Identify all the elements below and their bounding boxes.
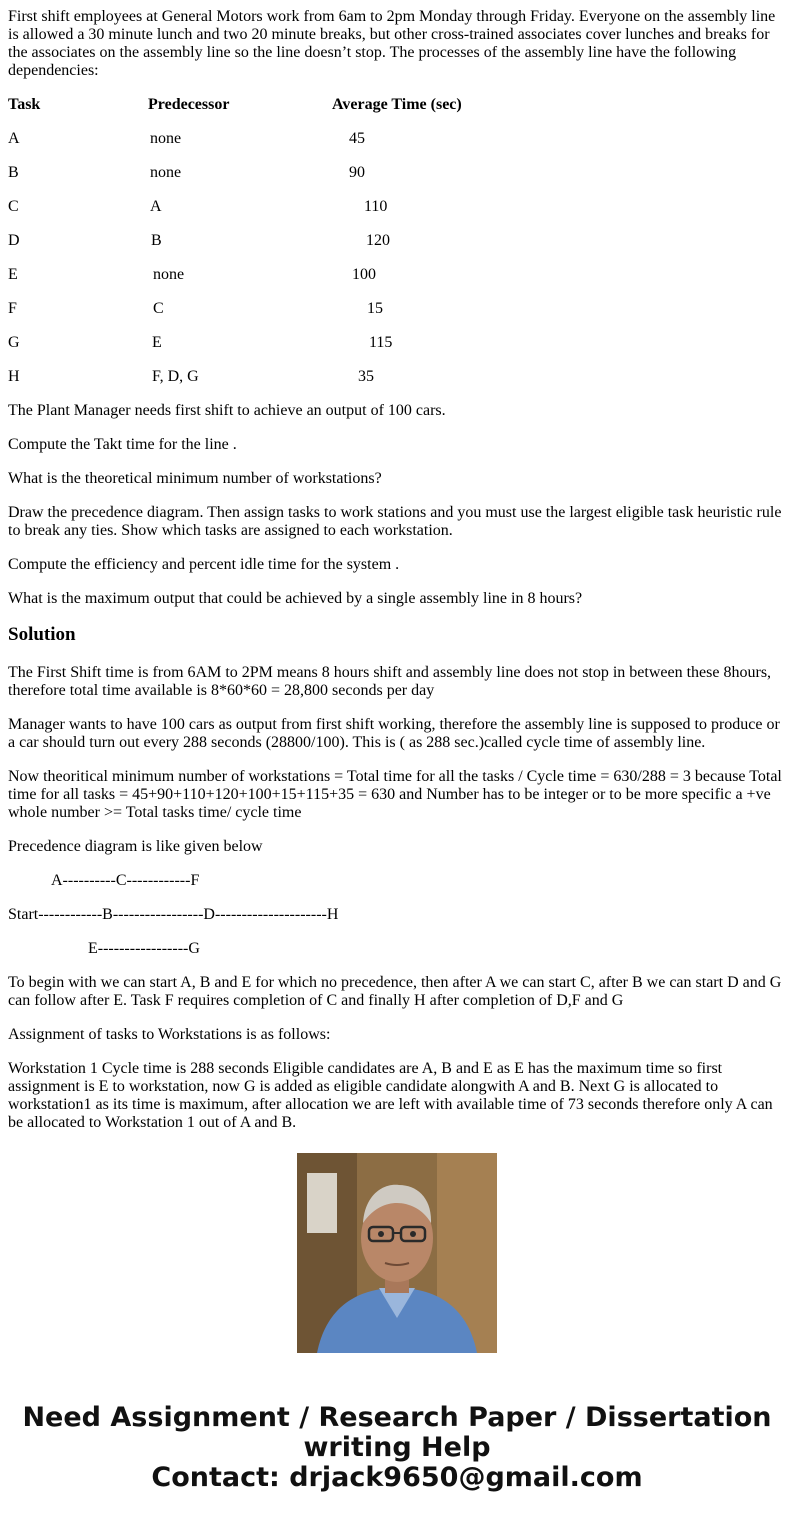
predecessor-cell: E <box>152 334 162 351</box>
question-takt-time: Compute the Takt time for the line . <box>8 436 237 453</box>
question-max-output: What is the maximum output that could be achieved by a single assembly line in 8 hours? <box>8 590 583 607</box>
promo-line-2: writing Help <box>303 1432 491 1463</box>
promo-contact: Contact: drjack9650@gmail.com <box>151 1462 643 1493</box>
predecessor-cell: A <box>150 198 162 215</box>
time-cell: 100 <box>352 266 376 283</box>
promo-line-1: Need Assignment / Research Paper / Dissertation <box>22 1402 772 1433</box>
precedence-diagram-line-1: A----------C------------F <box>51 872 200 889</box>
table-row <box>8 300 786 318</box>
solution-paragraph: The First Shift time is from 6AM to 2PM means 8 hours shift and assembly line does not stop in between these 8hours, therefore total time available is 8*60*60 = 28,800 seconds per day <box>8 664 772 699</box>
question-min-workstations: What is the theoretical minimum number of workstations? <box>8 470 382 487</box>
question-precedence-diagram: Draw the precedence diagram. Then assign tasks to work stations and you must use the largest eligible task heuristic rule to break any ties. Show which tasks are assigned to each workstation. <box>8 504 782 539</box>
predecessor-cell: none <box>153 266 185 283</box>
author-avatar <box>297 1153 497 1353</box>
predecessor-cell: none <box>150 164 182 181</box>
task-cell: G <box>8 334 20 351</box>
solution-paragraph: Assignment of tasks to Workstations is as follows: <box>8 1026 331 1043</box>
task-cell: E <box>8 266 18 283</box>
solution-paragraph: Now theoritical minimum number of workstations = Total time for all the tasks / Cycle time = 630/288 = 3 because Total time for all tasks = 45+90+110+120+100+15+115+35 = 630 and Number has to be integer or to be more specific a +ve whole number >= Total tasks time/ cycle time <box>8 768 782 821</box>
predecessor-cell: none <box>150 130 182 147</box>
header-average-time: Average Time (sec) <box>332 96 462 113</box>
predecessor-cell: F, D, G <box>152 368 199 385</box>
table-row <box>8 232 786 250</box>
solution-paragraph: Workstation 1 Cycle time is 288 seconds Eligible candidates are A, B and E as E has the maximum time so first assignment is E to workstation, now G is added as eligible candidate alongwith A and B. Next G is allocated to workstation1 as its time is maximum, after allocation we are left with available time of 73 seconds therefore only A can be allocated to Workstation 1 out of A and B. <box>8 1060 773 1131</box>
task-cell: B <box>8 164 19 181</box>
task-cell: A <box>8 130 20 147</box>
header-task: Task <box>8 96 41 113</box>
solution-paragraph: Precedence diagram is like given below <box>8 838 263 855</box>
table-row <box>8 164 786 182</box>
table-row <box>8 368 786 386</box>
table-row <box>8 266 786 284</box>
table-row <box>8 198 786 216</box>
time-cell: 120 <box>366 232 390 249</box>
time-cell: 115 <box>369 334 393 351</box>
question-efficiency: Compute the efficiency and percent idle time for the system . <box>8 556 400 573</box>
table-row <box>8 130 786 148</box>
solution-paragraph: Manager wants to have 100 cars as output from first shift working, therefore the assembly line is supposed to produce or a car should turn out every 288 seconds (28800/100). This is ( as 288 sec.)called cycle time of assembly line. <box>8 716 780 751</box>
task-cell: F <box>8 300 17 317</box>
time-cell: 110 <box>364 198 388 215</box>
precedence-diagram-line-2: Start------------B-----------------D---------------------H <box>8 906 339 923</box>
promo-banner <box>0 1403 794 1493</box>
precedence-diagram-line-3: E-----------------G <box>88 940 200 957</box>
task-cell: D <box>8 232 20 249</box>
time-cell: 35 <box>358 368 374 385</box>
task-cell: H <box>8 368 20 385</box>
task-cell: C <box>8 198 19 215</box>
solution-heading: Solution <box>8 624 76 645</box>
header-predecessor: Predecessor <box>148 96 230 113</box>
document-content <box>8 8 786 1131</box>
time-cell: 90 <box>349 164 365 181</box>
author-portrait-illustration <box>297 1153 497 1353</box>
table-row <box>8 334 786 352</box>
question-output-target: The Plant Manager needs first shift to achieve an output of 100 cars. <box>8 402 446 419</box>
table-header-row <box>8 96 786 114</box>
time-cell: 15 <box>367 300 383 317</box>
time-cell: 45 <box>349 130 365 147</box>
predecessor-cell: C <box>153 300 164 317</box>
solution-paragraph: To begin with we can start A, B and E for which no precedence, then after A we can start C, after B we can start D and G can follow after E. Task F requires completion of C and finally H after completion of D,F and G <box>8 974 782 1009</box>
question-intro: First shift employees at General Motors work from 6am to 2pm Monday through Friday. Everyone on the assembly line is allowed a 30 minute lunch and two 20 minute breaks, but other cross-trained associates cover lunches and breaks for the associates on the assembly line so the line doesn’t stop. The processes of the assembly line have the following dependencies: <box>8 8 776 79</box>
predecessor-cell: B <box>151 232 162 249</box>
